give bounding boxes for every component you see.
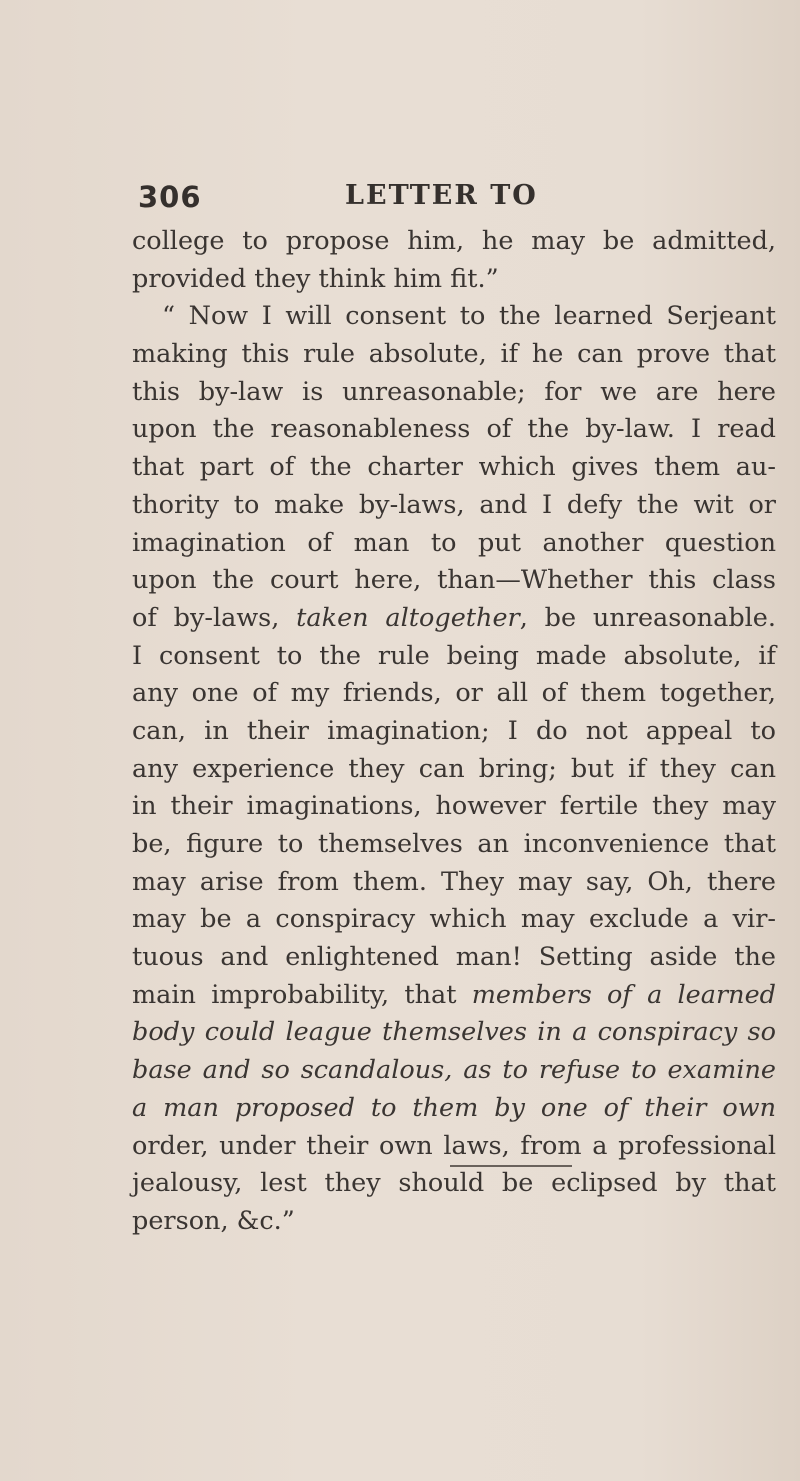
text-line: jealousy, lest they should be eclipsed by that [132, 1168, 776, 1199]
text-line: college to propose him, he may be admitted, [132, 226, 776, 256]
text-line: base and so scandalous, as to refuse to examine [132, 1055, 776, 1086]
text-segment: of by-laws, [132, 602, 297, 633]
text-line: tuous and enlightened man! Setting aside the [132, 942, 776, 973]
text-line: a man proposed to them by one of their own [132, 1092, 776, 1123]
page-number: 306 [138, 180, 202, 214]
text-line: be, figure to themselves an inconvenience that [132, 829, 776, 859]
text-line: may arise from them. They may say, Oh, there [132, 866, 776, 897]
text-segment: , be unreasonable. [519, 602, 776, 633]
text-line: can, in their imagination; I do not appeal to [132, 715, 776, 746]
text-line: provided they think him fit.” [132, 263, 499, 294]
section-divider [450, 1165, 572, 1167]
text-line: upon the court here, than—Whether this class [132, 565, 776, 596]
text-line: thority to make by-laws, and I defy the wit or [132, 489, 776, 520]
text-line-mixed [132, 600, 776, 638]
running-title: LETTER TO [345, 180, 538, 211]
text-line: “ Now I will consent to the learned Serjeant [162, 301, 776, 332]
text-line: upon the reasonableness of the by-law. I read [132, 414, 776, 445]
text-line: may be a conspiracy which may exclude a vir- [132, 904, 776, 935]
italic-phrase: members of a learned [471, 979, 776, 1010]
text-line: order, under their own laws, from a professional [132, 1130, 776, 1161]
text-line: making this rule absolute, if he can prove that [132, 339, 776, 370]
text-line: any experience they can bring; but if they can [132, 753, 776, 784]
body-text [132, 223, 776, 1241]
text-line: that part of the charter which gives them au- [132, 452, 776, 483]
text-line: any one of my friends, or all of them together, [132, 678, 776, 709]
text-line: body could league themselves in a conspiracy so [132, 1017, 776, 1048]
italic-phrase: taken altogether [296, 602, 520, 633]
text-segment: main improbability, that [132, 979, 472, 1010]
text-line: this by-law is unreasonable; for we are here [132, 376, 776, 407]
text-line: I consent to the rule being made absolute, if [132, 640, 776, 671]
text-line: imagination of man to put another question [132, 527, 776, 558]
text-line: person, &c.” [132, 1205, 295, 1236]
text-line: in their imaginations, however fertile they may [132, 791, 776, 822]
text-line-mixed [132, 977, 776, 1015]
running-head [0, 180, 800, 220]
